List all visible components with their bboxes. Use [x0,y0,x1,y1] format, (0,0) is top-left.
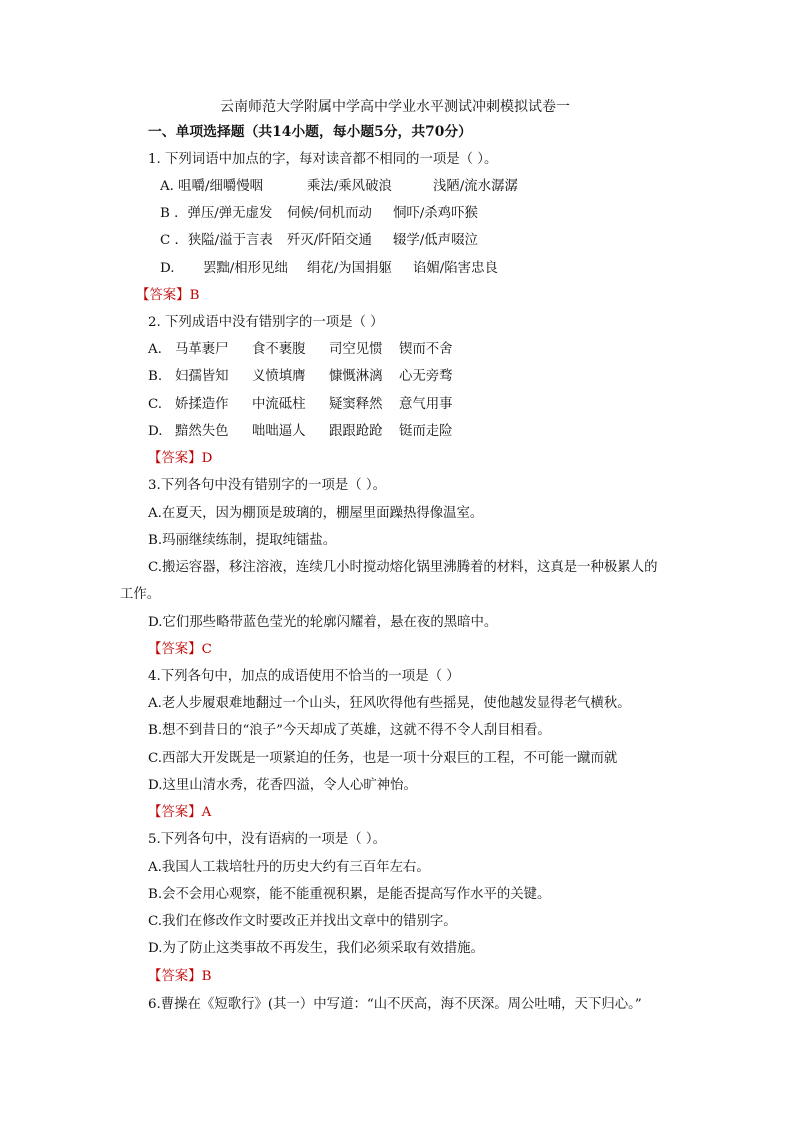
question-4-answer [148,804,211,822]
option-text: 娇揉造作 [175,397,229,412]
answer-label: 【答案】 [148,969,202,984]
option-text: 心无旁骛 [399,369,453,384]
question-5-answer [148,968,211,986]
answer-value: A [201,805,212,820]
question-1-stem: 1. 下列词语中加点的字，每对读音都不相同的一项是（ ）。 [148,152,498,167]
option-text: 伺候/伺机而动 [287,206,372,221]
section-heading: 一、单项选择题（共14小题，每小题5分，共70分） [148,124,472,140]
question-5-stem: 5.下列各句中，没有语病的一项是（ ）。 [148,832,386,847]
question-2-stem: 2. 下列成语中没有错别字的一项是（ ） [148,315,384,330]
option-text: 食不裹腹 [252,342,306,357]
answer-value: B [189,288,200,303]
option-text: A. 咀嚼/细嚼慢咽 [160,179,264,194]
option-text: B ．弹压/弹无虚发 [160,206,273,221]
question-3-answer [148,641,212,659]
option-text: 歼灭/阡陌交通 [287,233,372,248]
question-3-option-d: D.它们那些略带蓝色莹光的轮廓闪耀着，悬在夜的黑暗中。 [148,615,498,630]
question-1-option-c [160,232,478,250]
answer-value: B [201,969,212,984]
option-text: 妇孺皆知 [175,369,229,384]
answer-value: D [201,451,213,466]
question-5-option-c: C.我们在修改作文时要改正并找出文章中的错别字。 [148,914,457,929]
question-2-option-d [148,423,453,441]
question-3-option-a: A.在夏天，因为棚顶是玻璃的，棚屋里面躁热得像温室。 [148,506,484,521]
question-4-option-c: C.西部大开发既是一项紧迫的任务，也是一项十分艰巨的工程，不可能一蹴而就 [148,751,618,766]
option-text: 谄媚/陷害忠良 [413,261,498,276]
option-text: 恫吓/杀鸡吓猴 [393,206,478,221]
option-letter: C. [148,397,163,412]
answer-label: 【答案】 [148,642,202,657]
option-text: 疑窦释然 [329,397,383,412]
option-letter: B. [148,369,163,384]
answer-label: 【答案】 [136,288,190,303]
question-3-option-c: C.搬运容器，移注溶液，连续几小时搅动熔化锅里沸腾着的材料，这真是一种极累人的 [148,560,658,575]
question-4-option-d: D.这里山清水秀，花香四溢，令人心旷神怡。 [148,778,417,793]
option-text: 铤而走险 [399,424,453,439]
question-2-answer [148,450,212,468]
option-text: 黯然失色 [175,424,229,439]
option-text: 马革裹尸 [175,342,229,357]
question-1-answer [136,287,199,305]
question-5-option-d: D.为了防止这类事故不再发生，我们必须采取有效措施。 [148,941,484,956]
option-text: 慷慨淋漓 [329,369,383,384]
option-text: 义愤填膺 [252,369,306,384]
question-5-option-b: B.会不会用心观察，能不能重视积累，是能否提高写作水平的关键。 [148,887,551,902]
option-text: 跟跟跄跄 [329,424,383,439]
question-2-option-a [148,341,453,359]
question-1-option-b [160,205,478,223]
option-letter: A. [148,342,162,357]
question-4-option-a: A.老人步履艰难地翻过一个山头，狂风吹得他有些摇晃，使他越发显得老气横秋。 [148,696,631,711]
option-text: 咄咄逼人 [252,424,306,439]
question-1-option-d [160,260,498,278]
question-1-option-a [160,178,518,196]
question-4-option-b: B.想不到昔日的“浪子”今天却成了英雄，这就不得不令人刮目相看。 [148,723,551,738]
answer-label: 【答案】 [148,451,202,466]
question-6-stem: 6.曹操在《短歌行》(其一）中写道：“山不厌高，海不厌深。周公吐哺，天下归心。” [148,997,642,1012]
option-letter: D. [148,424,163,439]
question-3-option-b: B.玛丽继续练制，提取纯镭盐。 [148,533,337,548]
option-text: 锲而不舍 [399,342,453,357]
answer-label: 【答案】 [148,805,202,820]
option-text: 绢花/为国捐躯 [307,261,392,276]
option-text: 罢黜/相形见绌 [203,261,288,276]
question-2-option-b [148,368,453,386]
answer-value: C [201,642,212,657]
question-2-option-c [148,396,453,414]
option-text: 乘法/乘风破浪 [307,179,392,194]
question-4-stem: 4.下列各句中，加点的成语使用不恰当的一项是（ ） [148,669,460,684]
option-text: D. [160,261,175,276]
option-text: 辍学/低声啜泣 [393,233,478,248]
question-3-option-c-continued: 工作。 [120,587,161,602]
question-3-stem: 3.下列各句中没有错别字的一项是（ ）。 [148,478,386,493]
exam-title: 云南师范大学附属中学高中学业水平测试冲刺模拟试卷一 [220,99,570,115]
option-text: 浅陋/流水潺潺 [433,179,518,194]
question-5-option-a: A.我国人工栽培牡丹的历史大约有三百年左右。 [148,860,430,875]
option-text: C ．狭隘/溢于言表 [160,233,273,248]
option-text: 意气用事 [399,397,453,412]
option-text: 司空见惯 [329,342,383,357]
option-text: 中流砥柱 [252,397,306,412]
